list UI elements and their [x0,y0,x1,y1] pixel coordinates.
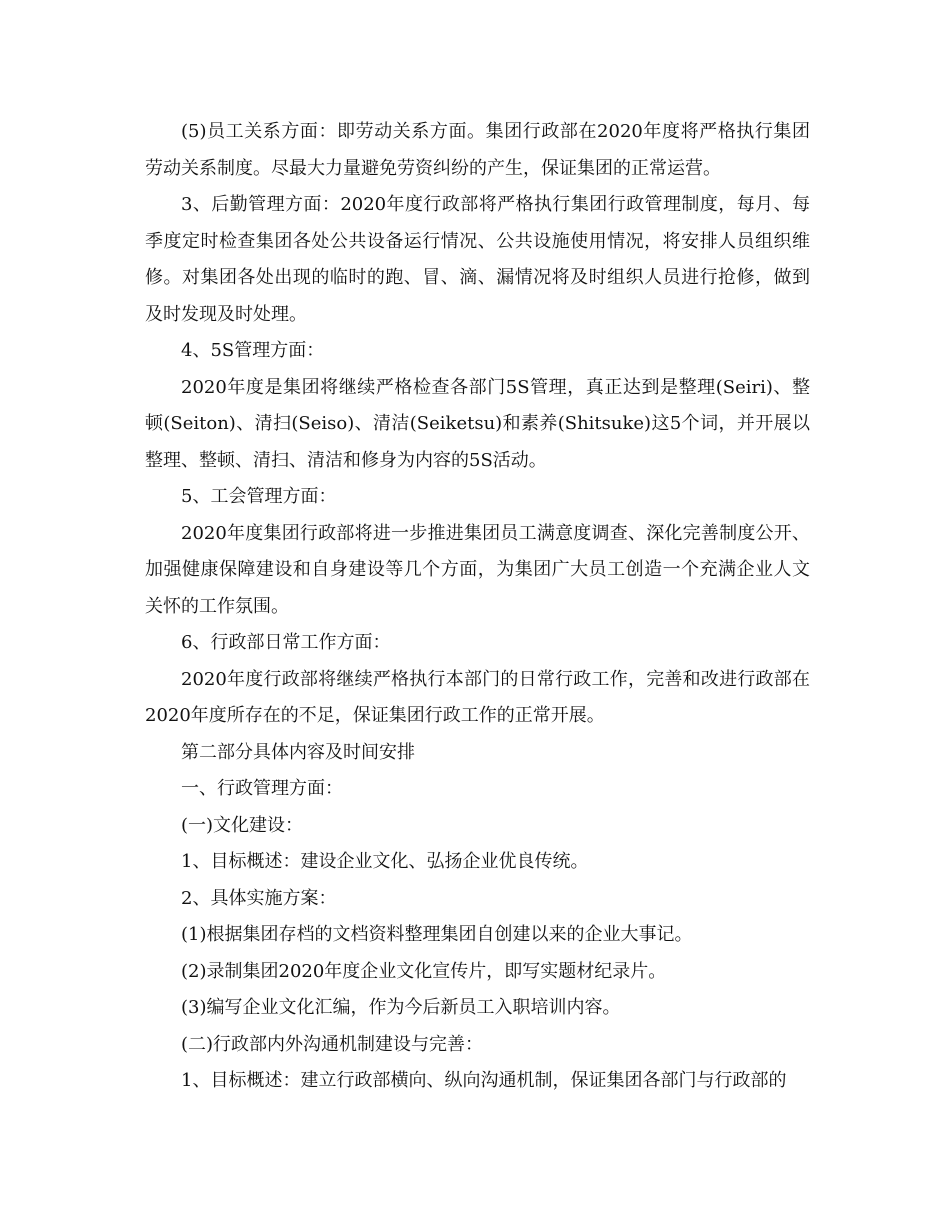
paragraph-logistics-management: 3、后勤管理方面：2020年度行政部将严格执行集团行政管理制度，每月、每季度定时检查集团各处公共设备运行情况、公共设施使用情况，将安排人员组织维修。对集团各处出现的临时的跑、冒、滴、漏情况将及时组织人员进行抢修，做到及时发现及时处理。 [145,194,810,325]
paragraph-5s-heading: 4、5S管理方面： [181,340,325,361]
paragraph-plan-item-2: (2)录制集团2020年度企业文化宣传片，即写实题材纪录片。 [181,960,667,982]
document-body [145,114,810,1100]
paragraph-daily-work-heading: 6、行政部日常工作方面： [181,632,391,653]
paragraph-culture-heading: (一)文化建设： [181,814,304,836]
paragraph-admin-heading: 一、行政管理方面： [181,778,343,799]
paragraph-culture-plan-heading: 2、具体实施方案： [181,887,337,909]
paragraph-union-heading: 5、工会管理方面： [181,486,337,507]
paragraph-plan-item-3: (3)编写企业文化汇编，作为今后新员工入职培训内容。 [181,997,621,1018]
paragraph-5s-body: 2020年度是集团将继续严格检查各部门5S管理，真正达到是整理(Seiri)、整顿(Seiton)、清扫(Seiso)、清洁(Seiketsu)和素养(Shitsuke)这5个词，并开展以整理、整顿、清扫、清洁和修身为内容的5S活动。 [145,376,810,471]
paragraph-communication-goal: 1、目标概述：建立行政部横向、纵向沟通机制，保证集团各部门与行政部的 [181,1070,787,1091]
paragraph-communication-heading: (二)行政部内外沟通机制建设与完善： [181,1033,484,1055]
paragraph-part-two-heading: 第二部分具体内容及时间安排 [181,741,415,763]
paragraph-culture-goal: 1、目标概述：建设企业文化、弘扬企业优良传统。 [181,851,589,872]
paragraph-union-body: 2020年度集团行政部将进一步推进集团员工满意度调查、深化完善制度公开、加强健康保障建设和自身建设等几个方面，为集团广大员工创造一个充满企业人文关怀的工作氛围。 [145,522,810,617]
paragraph-employee-relations: (5)员工关系方面：即劳动关系方面。集团行政部在2020年度将严格执行集团劳动关系制度。尽最大力量避免劳资纠纷的产生，保证集团的正常运营。 [145,121,810,179]
paragraph-daily-work-body: 2020年度行政部将继续严格执行本部门的日常行政工作，完善和改进行政部在2020年度所存在的不足，保证集团行政工作的正常开展。 [145,668,810,726]
paragraph-plan-item-1: (1)根据集团存档的文档资料整理集团自创建以来的企业大事记。 [181,924,693,945]
